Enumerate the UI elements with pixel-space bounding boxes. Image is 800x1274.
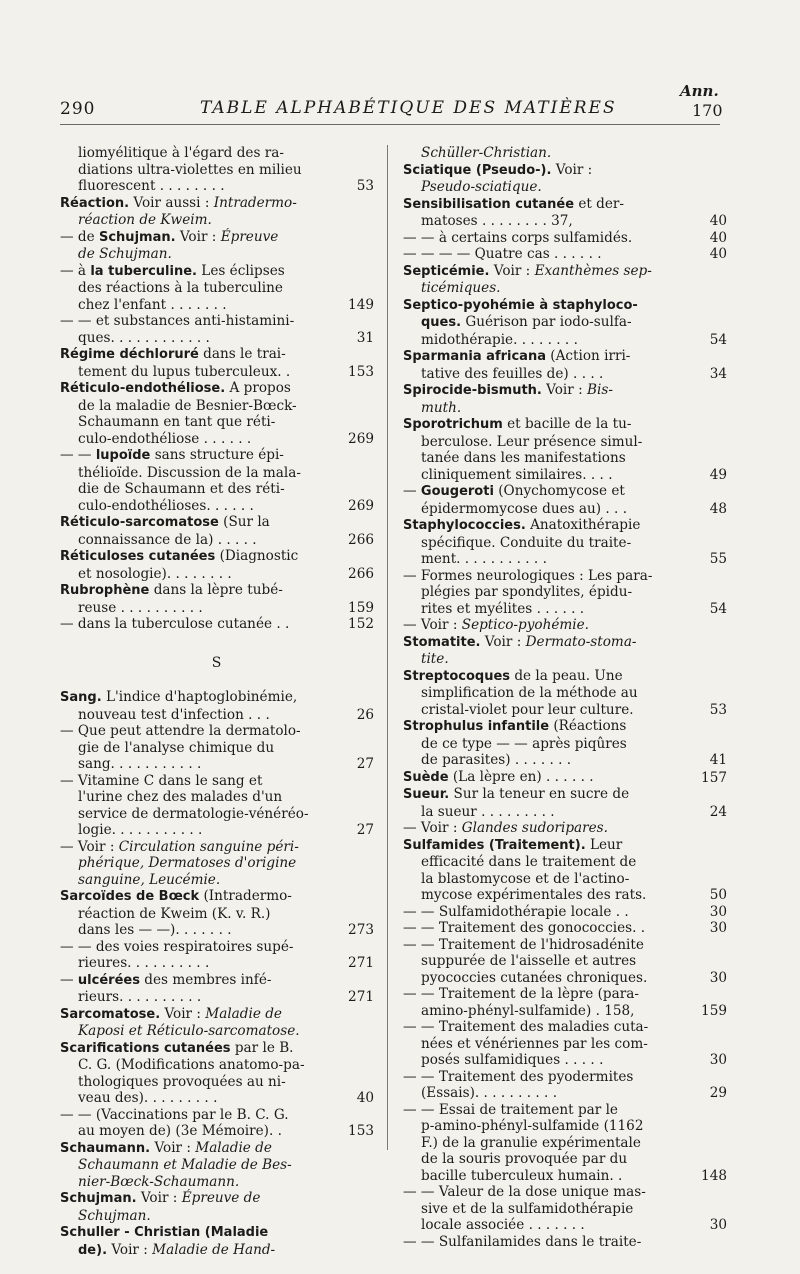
- index-entry: Spirocide-bismuth. Voir : Bis- muth.: [403, 382, 613, 416]
- headword: Sporotrichum: [403, 417, 503, 432]
- index-entry: — — des voies respiratoires supé- rieures. . . . . . . . . . 271: [60, 938, 374, 971]
- index-entry: — — (Vaccinations par le B. C. G. au moyen de) (3e Mémoire). . 153: [60, 1106, 374, 1139]
- page-ref: 269: [348, 430, 374, 447]
- page-header: [0, 0, 800, 130]
- index-entry: Sporotrichum et bacille de la tu- berculose. Leur présence simul- tanée dans les manifestations cliniquement similaires. . . . 49: [403, 416, 727, 483]
- index-entry: — Vitamine C dans le sang et l'urine chez des malades d'un service de dermatologie-vénéréo- logie. . . . . . . . . . . 27: [60, 772, 374, 838]
- index-entry: Schuller - Christian (Maladie de). Voir : Maladie de Hand-: [60, 1225, 276, 1258]
- index-entry: — Que peut attendre la dermatolo- gie de l'analyse chimique du sang. . . . . . . . . . . 27: [60, 723, 374, 772]
- index-entry: liomyélitique à l'égard des ra- diations ultra-violettes en milieu fluorescent . . . . . . . . 53: [78, 145, 374, 194]
- headword: Schujman.: [60, 1191, 137, 1206]
- index-entry: — — Traitement des maladies cuta- nées et vénériennes par les com- posés sulfamidiques . . . . . 30: [403, 1019, 727, 1068]
- page-ref: 54: [709, 600, 727, 617]
- headword: Streptocoques: [403, 668, 511, 684]
- header-rule: [60, 124, 720, 125]
- page-ref: 34: [709, 365, 727, 382]
- index-entry: — — Traitement de l'hidrosadénite suppurée de l'aisselle et autres pyococcies cutanées chroniques. 30: [403, 936, 727, 986]
- headword: Suède: [403, 769, 449, 785]
- page-ref: 159: [348, 599, 374, 616]
- index-entry: — — Sulfanilamides dans le traite-: [403, 1233, 642, 1250]
- page-ref: 40: [709, 229, 727, 246]
- headword: Schujman.: [98, 229, 176, 245]
- page-number: 290: [60, 99, 96, 119]
- headword: Scarifications cutanées: [60, 1040, 231, 1056]
- page-ref: 30: [709, 1217, 727, 1233]
- index-entry: Strophulus infantile (Réactions de ce type — — après piqûres de parasites) . . . . . . . 41: [403, 718, 727, 768]
- page-ref: 40: [709, 246, 727, 262]
- index-entry: Réticulo-sarcomatose (Sur la connaissance de la) . . . . . 266: [60, 514, 374, 548]
- index-entry: Scarifications cutanées par le B. C. G. (Modifications anatomo-pa- thologiques provoquées au ni- veau des). . . . . . . . . 40: [60, 1039, 374, 1106]
- page-ref: 153: [348, 363, 374, 380]
- index-entry: Sparmania africana (Action irri- tative des feuilles de) . . . . 34: [403, 348, 727, 382]
- headword: Sueur.: [403, 787, 450, 802]
- index-entry: — — lupoïde sans structure épi- thélioïde. Discussion de la mala- die de Schaumann et des réti- culo-endothélioses. . . . . . 269: [60, 447, 374, 514]
- index-entry: Staphylococcies. Anatoxithérapie spécifique. Conduite du traite- ment. . . . . . . . . . . 55: [403, 517, 727, 567]
- index-entry: Schujman. Voir : Épreuve de Schujman.: [60, 1190, 261, 1224]
- index-entry: Suède (La lèpre en) . . . . . . 157: [403, 768, 727, 786]
- headword: Gougeroti: [420, 484, 494, 499]
- headword: Septicémie.: [403, 263, 490, 279]
- index-entry: — — Traitement des gonococcies. . 30: [403, 920, 727, 936]
- index-column-left: [60, 145, 374, 1259]
- headword: Sciatique (Pseudo-).: [403, 162, 552, 178]
- headword: Sang.: [60, 690, 102, 705]
- index-entry: — — — — Quatre cas . . . . . . 40: [403, 246, 727, 262]
- index-entry: Sciatique (Pseudo-). Voir : Pseudo-sciatique.: [403, 161, 593, 195]
- index-entry: — dans la tuberculose cutanée . . 152: [60, 616, 374, 632]
- index-entry: Réticuloses cutanées (Diagnostic et nosologie). . . . . . . . 266: [60, 548, 374, 582]
- page-ref: 30: [709, 1052, 727, 1068]
- page-ref: 40: [709, 213, 727, 229]
- index-entry: Sensibilisation cutanée et der- matoses . . . . . . . . 37, 40: [403, 195, 727, 229]
- headword: Rubrophène: [60, 583, 150, 598]
- headword: Sarcoïdes de Bœck: [60, 889, 200, 904]
- page-ref: 30: [709, 920, 727, 936]
- headword: Staphylococcies.: [403, 518, 526, 533]
- page-ref: 271: [348, 989, 374, 1005]
- page-ref: 271: [348, 955, 374, 971]
- index-entry: Rubrophène dans la lèpre tubé- reuse . . . . . . . . . . 159: [60, 582, 374, 616]
- page-ref: 273: [348, 922, 374, 938]
- page-ref: 48: [709, 500, 727, 517]
- index-entry: Sarcomatose. Voir : Maladie de Kaposi et Réticulo-sarcomatose.: [60, 1005, 300, 1039]
- page-ref: 149: [348, 296, 374, 313]
- index-entry: — — Sulfamidothérapie locale . . 30: [403, 903, 727, 920]
- page-ref: 49: [709, 466, 727, 483]
- page-ref: 27: [356, 756, 374, 772]
- page-ref: 152: [348, 616, 374, 632]
- headword: Réticulo-sarcomatose: [60, 515, 219, 530]
- headword: ulcérées: [77, 972, 140, 988]
- page-ref: 26: [356, 706, 374, 723]
- page-ref: 24: [709, 803, 727, 820]
- index-entry: Régime déchloruré dans le trai- tement du lupus tuberculeux. . 153: [60, 346, 374, 380]
- headword: Schuller - Christian (Maladie: [60, 1225, 269, 1240]
- headword: Réticuloses cutanées: [60, 549, 216, 564]
- page-ref: 31: [356, 329, 374, 346]
- headword: Sarcomatose.: [60, 1006, 161, 1022]
- headword: Spirocide-bismuth.: [403, 383, 542, 398]
- headword: Septico-pyohémie à staphyloco-: [403, 297, 638, 313]
- page-ref: 153: [348, 1123, 374, 1139]
- index-entry: — — et substances anti-histamini- ques. . . . . . . . . . . . 31: [60, 313, 374, 346]
- page-ref: 159: [701, 1002, 727, 1019]
- index-entry: — Formes neurologiques : Les para- plégies par spondylites, épidu- rites et myélites . . . . . . 54: [403, 567, 727, 617]
- page-ref: 269: [348, 497, 374, 514]
- index-entry: Schaumann. Voir : Maladie de Schaumann et Maladie de Bes- nier-Bœck-Schaumann.: [60, 1139, 292, 1190]
- index-entry: — — à certains corps sulfamidés. 40: [403, 229, 727, 246]
- headword: Réaction.: [60, 195, 130, 211]
- index-entry: — — Traitement des pyodermites (Essais). . . . . . . . . . 29: [403, 1068, 727, 1101]
- headword: Sparmania africana: [403, 349, 546, 364]
- headword: Strophulus infantile: [403, 719, 550, 734]
- index-entry: — — Traitement de la lèpre (para- amino-phényl-sulfamide) . 158, 159: [403, 986, 727, 1019]
- index-entry: — de Schujman. Voir : Épreuve de Schujman.: [60, 228, 279, 262]
- headword: Stomatite.: [403, 634, 481, 650]
- page-ref: 27: [356, 822, 374, 838]
- page-ref: 53: [356, 178, 374, 194]
- page-ref: 266: [348, 531, 374, 548]
- page-ref: 30: [709, 903, 727, 920]
- index-entry: Septico-pyohémie à staphyloco- ques. Guérison par iodo-sulfa- midothérapie. . . . . . . . 54: [403, 297, 727, 348]
- headword: Schaumann.: [60, 1140, 151, 1156]
- index-entry: — Voir : Circulation sanguine péri- phérique, Dermatoses d'origine sanguine, Leucémie.: [60, 838, 299, 888]
- index-entry: Septicémie. Voir : Exanthèmes sep- ticémiques.: [403, 262, 652, 296]
- page-ref: 30: [709, 969, 727, 986]
- running-title: TABLE ALPHABÉTIQUE DES MATIÈRES: [200, 98, 617, 118]
- index-entry: — Gougeroti (Onychomycose et épidermomycose dues au) . . . 48: [403, 483, 727, 517]
- headword: Sensibilisation cutanée: [403, 196, 575, 212]
- page-ref: 53: [709, 701, 727, 718]
- index-entry: — à la tuberculine. Les éclipses des réactions à la tuberculine chez l'enfant . . . . . . . 149: [60, 262, 374, 313]
- index-entry: — Voir : Glandes sudoripares.: [403, 820, 608, 836]
- index-entry: Streptocoques de la peau. Une simplification de la méthode au cristal-violet pour leur culture. 53: [403, 667, 727, 718]
- page-ref: 50: [709, 887, 727, 903]
- headword: lupoïde: [95, 448, 151, 463]
- page-ref: 266: [348, 565, 374, 582]
- page-ref: 40: [356, 1090, 374, 1106]
- headword: la tuberculine.: [90, 263, 197, 279]
- index-entry: Sang. L'indice d'haptoglobinémie, nouveau test d'infection . . . 26: [60, 689, 374, 723]
- headword: Réticulo-endothéliose.: [60, 381, 226, 396]
- page-ref: 41: [709, 752, 727, 768]
- index-entry: Sulfamides (Traitement). Leur efficacité dans le traitement de la blastomycose et de l'actino- mycose expérimentales des rats. 50: [403, 836, 727, 903]
- column-divider: [387, 145, 388, 1150]
- index-entry: Sarcoïdes de Bœck (Intradermo- réaction de Kweim (K. v. R.) dans les — —). . . . . . . 273: [60, 888, 374, 938]
- headword: Sulfamides (Traitement).: [403, 837, 586, 853]
- index-entry: Réticulo-endothéliose. A propos de la maladie de Besnier-Bœck- Schaumann en tant que réti- culo-endothéliose . . . . . . 269: [60, 380, 374, 447]
- headword: Régime déchloruré: [60, 347, 199, 362]
- page-ref: 157: [701, 769, 727, 786]
- index-entry: — Voir : Septico-pyohémie.: [403, 617, 589, 633]
- page-ref: 55: [709, 551, 727, 567]
- index-entry: — — Essai de traitement par le p-amino-phényl-sulfamide (1162 F.) de la granulie expérimentale de la souris provoquée par du bacille tuberculeux humain. . 148: [403, 1101, 727, 1184]
- page-ref: 29: [709, 1085, 727, 1101]
- index-entry: Sueur. Sur la teneur en sucre de la sueur . . . . . . . . . 24: [403, 786, 727, 820]
- page-ref: 54: [709, 331, 727, 348]
- index-entry: Réaction. Voir aussi : Intradermo- réaction de Kweim.: [60, 194, 297, 228]
- index-entry: Stomatite. Voir : Dermato-stoma- tite.: [403, 633, 637, 667]
- page-ref: 148: [701, 1167, 727, 1184]
- annales-volume: 170: [692, 101, 723, 120]
- index-entry: — — Valeur de la dose unique mas- sive et de la sulfamidothérapie locale associée . . . . . . . 30: [403, 1184, 727, 1233]
- annales-label: Ann.: [680, 82, 719, 100]
- section-letter: S: [211, 654, 223, 671]
- index-entry: Schüller-Christian.: [421, 145, 552, 161]
- index-entry: — ulcérées des membres infé- rieurs. . . . . . . . . . 271: [60, 971, 374, 1005]
- index-column-right: [403, 145, 727, 1250]
